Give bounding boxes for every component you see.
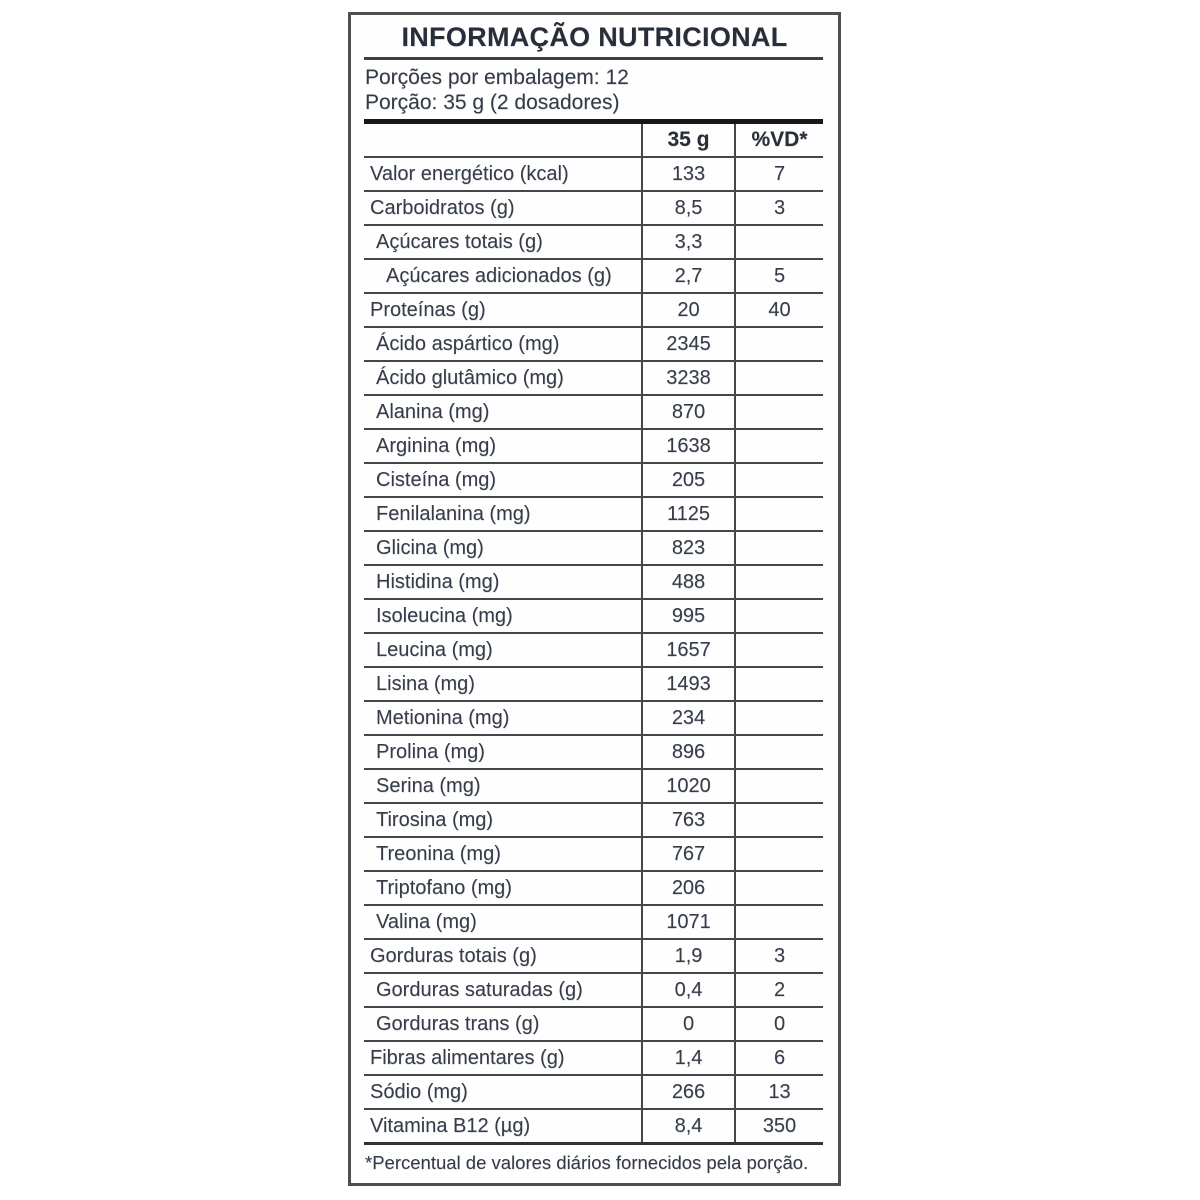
nutrient-amount: 0,4: [641, 974, 734, 1006]
nutrient-daily-value: [734, 668, 823, 700]
table-row: [364, 1042, 823, 1076]
nutrient-daily-value: 3: [734, 192, 823, 224]
nutrient-name: Açúcares totais (g): [376, 230, 543, 253]
nutrient-name: Isoleucina (mg): [376, 604, 513, 627]
table-row: [364, 702, 823, 736]
nutrient-daily-value: 13: [734, 1076, 823, 1108]
nutrient-name: Gorduras saturadas (g): [376, 978, 583, 1001]
nutrient-name: Cisteína (mg): [376, 468, 497, 491]
column-header-empty: [364, 124, 641, 156]
table-rows: [364, 158, 823, 1145]
nutrient-name: Leucina (mg): [376, 638, 493, 661]
table-row: [364, 804, 823, 838]
nutrient-amount: 8,5: [641, 192, 734, 224]
nutrient-name: Fibras alimentares (g): [370, 1046, 565, 1069]
nutrient-daily-value: [734, 464, 823, 496]
nutrient-amount: 896: [641, 736, 734, 768]
table-row: [364, 158, 823, 192]
nutrient-amount: 205: [641, 464, 734, 496]
table-row: [364, 770, 823, 804]
label-title: INFORMAÇÃO NUTRICIONAL: [401, 22, 788, 52]
nutrient-name: Glicina (mg): [376, 536, 484, 559]
table-row: [364, 600, 823, 634]
nutrient-name: Açúcares adicionados (g): [386, 264, 612, 287]
nutrient-amount: 870: [641, 396, 734, 428]
nutrient-amount: 823: [641, 532, 734, 564]
nutrient-daily-value: [734, 226, 823, 258]
nutrient-daily-value: 40: [734, 294, 823, 326]
table-row: [364, 498, 823, 532]
nutrient-daily-value: [734, 328, 823, 360]
table-row: [364, 974, 823, 1008]
nutrient-name: Carboidratos (g): [370, 196, 515, 219]
nutrition-table: [364, 124, 823, 1145]
nutrient-amount: 1,9: [641, 940, 734, 972]
nutrient-name: Tirosina (mg): [376, 808, 494, 831]
table-row: [364, 226, 823, 260]
nutrient-amount: 206: [641, 872, 734, 904]
table-row: [364, 430, 823, 464]
nutrient-daily-value: [734, 600, 823, 632]
nutrient-amount: 234: [641, 702, 734, 734]
table-row: [364, 260, 823, 294]
nutrient-daily-value: [734, 430, 823, 462]
nutrient-amount: 2345: [641, 328, 734, 360]
nutrient-amount: 1020: [641, 770, 734, 802]
nutrient-daily-value: [734, 770, 823, 802]
nutrient-daily-value: [734, 872, 823, 904]
nutrient-amount: 995: [641, 600, 734, 632]
column-header-dv: %VD*: [734, 124, 823, 156]
table-row: [364, 532, 823, 566]
nutrient-amount: 1,4: [641, 1042, 734, 1074]
table-header-row: [364, 124, 823, 158]
nutrient-daily-value: [734, 804, 823, 836]
table-row: [364, 294, 823, 328]
servings-per-package: Porções por embalagem: 12: [365, 66, 629, 89]
nutrient-daily-value: [734, 906, 823, 938]
nutrient-name: Lisina (mg): [376, 672, 475, 695]
nutrient-amount: 2,7: [641, 260, 734, 292]
nutrient-amount: 20: [641, 294, 734, 326]
nutrient-name: Fenilalanina (mg): [376, 502, 531, 525]
nutrient-daily-value: [734, 396, 823, 428]
nutrient-amount: 8,4: [641, 1110, 734, 1142]
nutrient-daily-value: [734, 634, 823, 666]
nutrient-name: Alanina (mg): [376, 400, 490, 423]
nutrient-daily-value: 350: [734, 1110, 823, 1142]
table-row: [364, 872, 823, 906]
table-row: [364, 906, 823, 940]
table-row: [364, 396, 823, 430]
nutrient-daily-value: 2: [734, 974, 823, 1006]
nutrient-name: Treonina (mg): [376, 842, 501, 865]
table-row: [364, 1110, 823, 1145]
nutrient-name: Prolina (mg): [376, 740, 485, 763]
nutrient-daily-value: [734, 566, 823, 598]
table-row: [364, 192, 823, 226]
table-row: [364, 1008, 823, 1042]
nutrient-daily-value: [734, 498, 823, 530]
nutrient-name: Gorduras trans (g): [376, 1012, 540, 1035]
nutrient-name: Triptofano (mg): [376, 876, 512, 899]
table-row: [364, 328, 823, 362]
nutrient-amount: 0: [641, 1008, 734, 1040]
nutrient-amount: 133: [641, 158, 734, 190]
nutrient-name: Arginina (mg): [376, 434, 497, 457]
table-row: [364, 362, 823, 396]
nutrient-daily-value: [734, 702, 823, 734]
nutrient-amount: 767: [641, 838, 734, 870]
nutrient-amount: 1638: [641, 430, 734, 462]
table-row: [364, 634, 823, 668]
footnote: *Percentual de valores diários fornecidos pela porção.: [365, 1152, 809, 1173]
nutrient-amount: 266: [641, 1076, 734, 1108]
portion-size: Porção: 35 g (2 dosadores): [365, 91, 620, 114]
nutrient-daily-value: 0: [734, 1008, 823, 1040]
nutrient-daily-value: [734, 838, 823, 870]
table-row: [364, 668, 823, 702]
nutrient-amount: 1493: [641, 668, 734, 700]
table-row: [364, 464, 823, 498]
nutrient-name: Valina (mg): [376, 910, 477, 933]
nutrient-daily-value: [734, 532, 823, 564]
nutrient-name: Metionina (mg): [376, 706, 510, 729]
nutrient-amount: 488: [641, 566, 734, 598]
nutrient-amount: 3,3: [641, 226, 734, 258]
table-row: [364, 838, 823, 872]
nutrient-name: Histidina (mg): [376, 570, 500, 593]
nutrient-amount: 1125: [641, 498, 734, 530]
nutrient-name: Ácido aspártico (mg): [376, 332, 560, 355]
nutrient-name: Ácido glutâmico (mg): [376, 366, 564, 389]
nutrient-name: Gorduras totais (g): [370, 944, 537, 967]
column-header-amount: 35 g: [641, 124, 734, 156]
table-row: [364, 736, 823, 770]
nutrient-name: Sódio (mg): [370, 1080, 468, 1103]
nutrient-daily-value: 5: [734, 260, 823, 292]
serving-info: [351, 60, 838, 119]
nutrient-name: Serina (mg): [376, 774, 481, 797]
nutrient-daily-value: 7: [734, 158, 823, 190]
table-row: [364, 566, 823, 600]
nutrient-daily-value: 3: [734, 940, 823, 972]
table-row: [364, 1076, 823, 1110]
nutrient-daily-value: 6: [734, 1042, 823, 1074]
nutrient-amount: 3238: [641, 362, 734, 394]
nutrient-name: Vitamina B12 (µg): [370, 1114, 531, 1137]
nutrient-daily-value: [734, 736, 823, 768]
nutrient-daily-value: [734, 362, 823, 394]
nutrition-label: [348, 12, 841, 1186]
table-row: [364, 940, 823, 974]
nutrient-amount: 1071: [641, 906, 734, 938]
nutrient-name: Valor energético (kcal): [370, 162, 569, 185]
nutrient-amount: 763: [641, 804, 734, 836]
nutrient-name: Proteínas (g): [370, 298, 486, 321]
nutrient-amount: 1657: [641, 634, 734, 666]
